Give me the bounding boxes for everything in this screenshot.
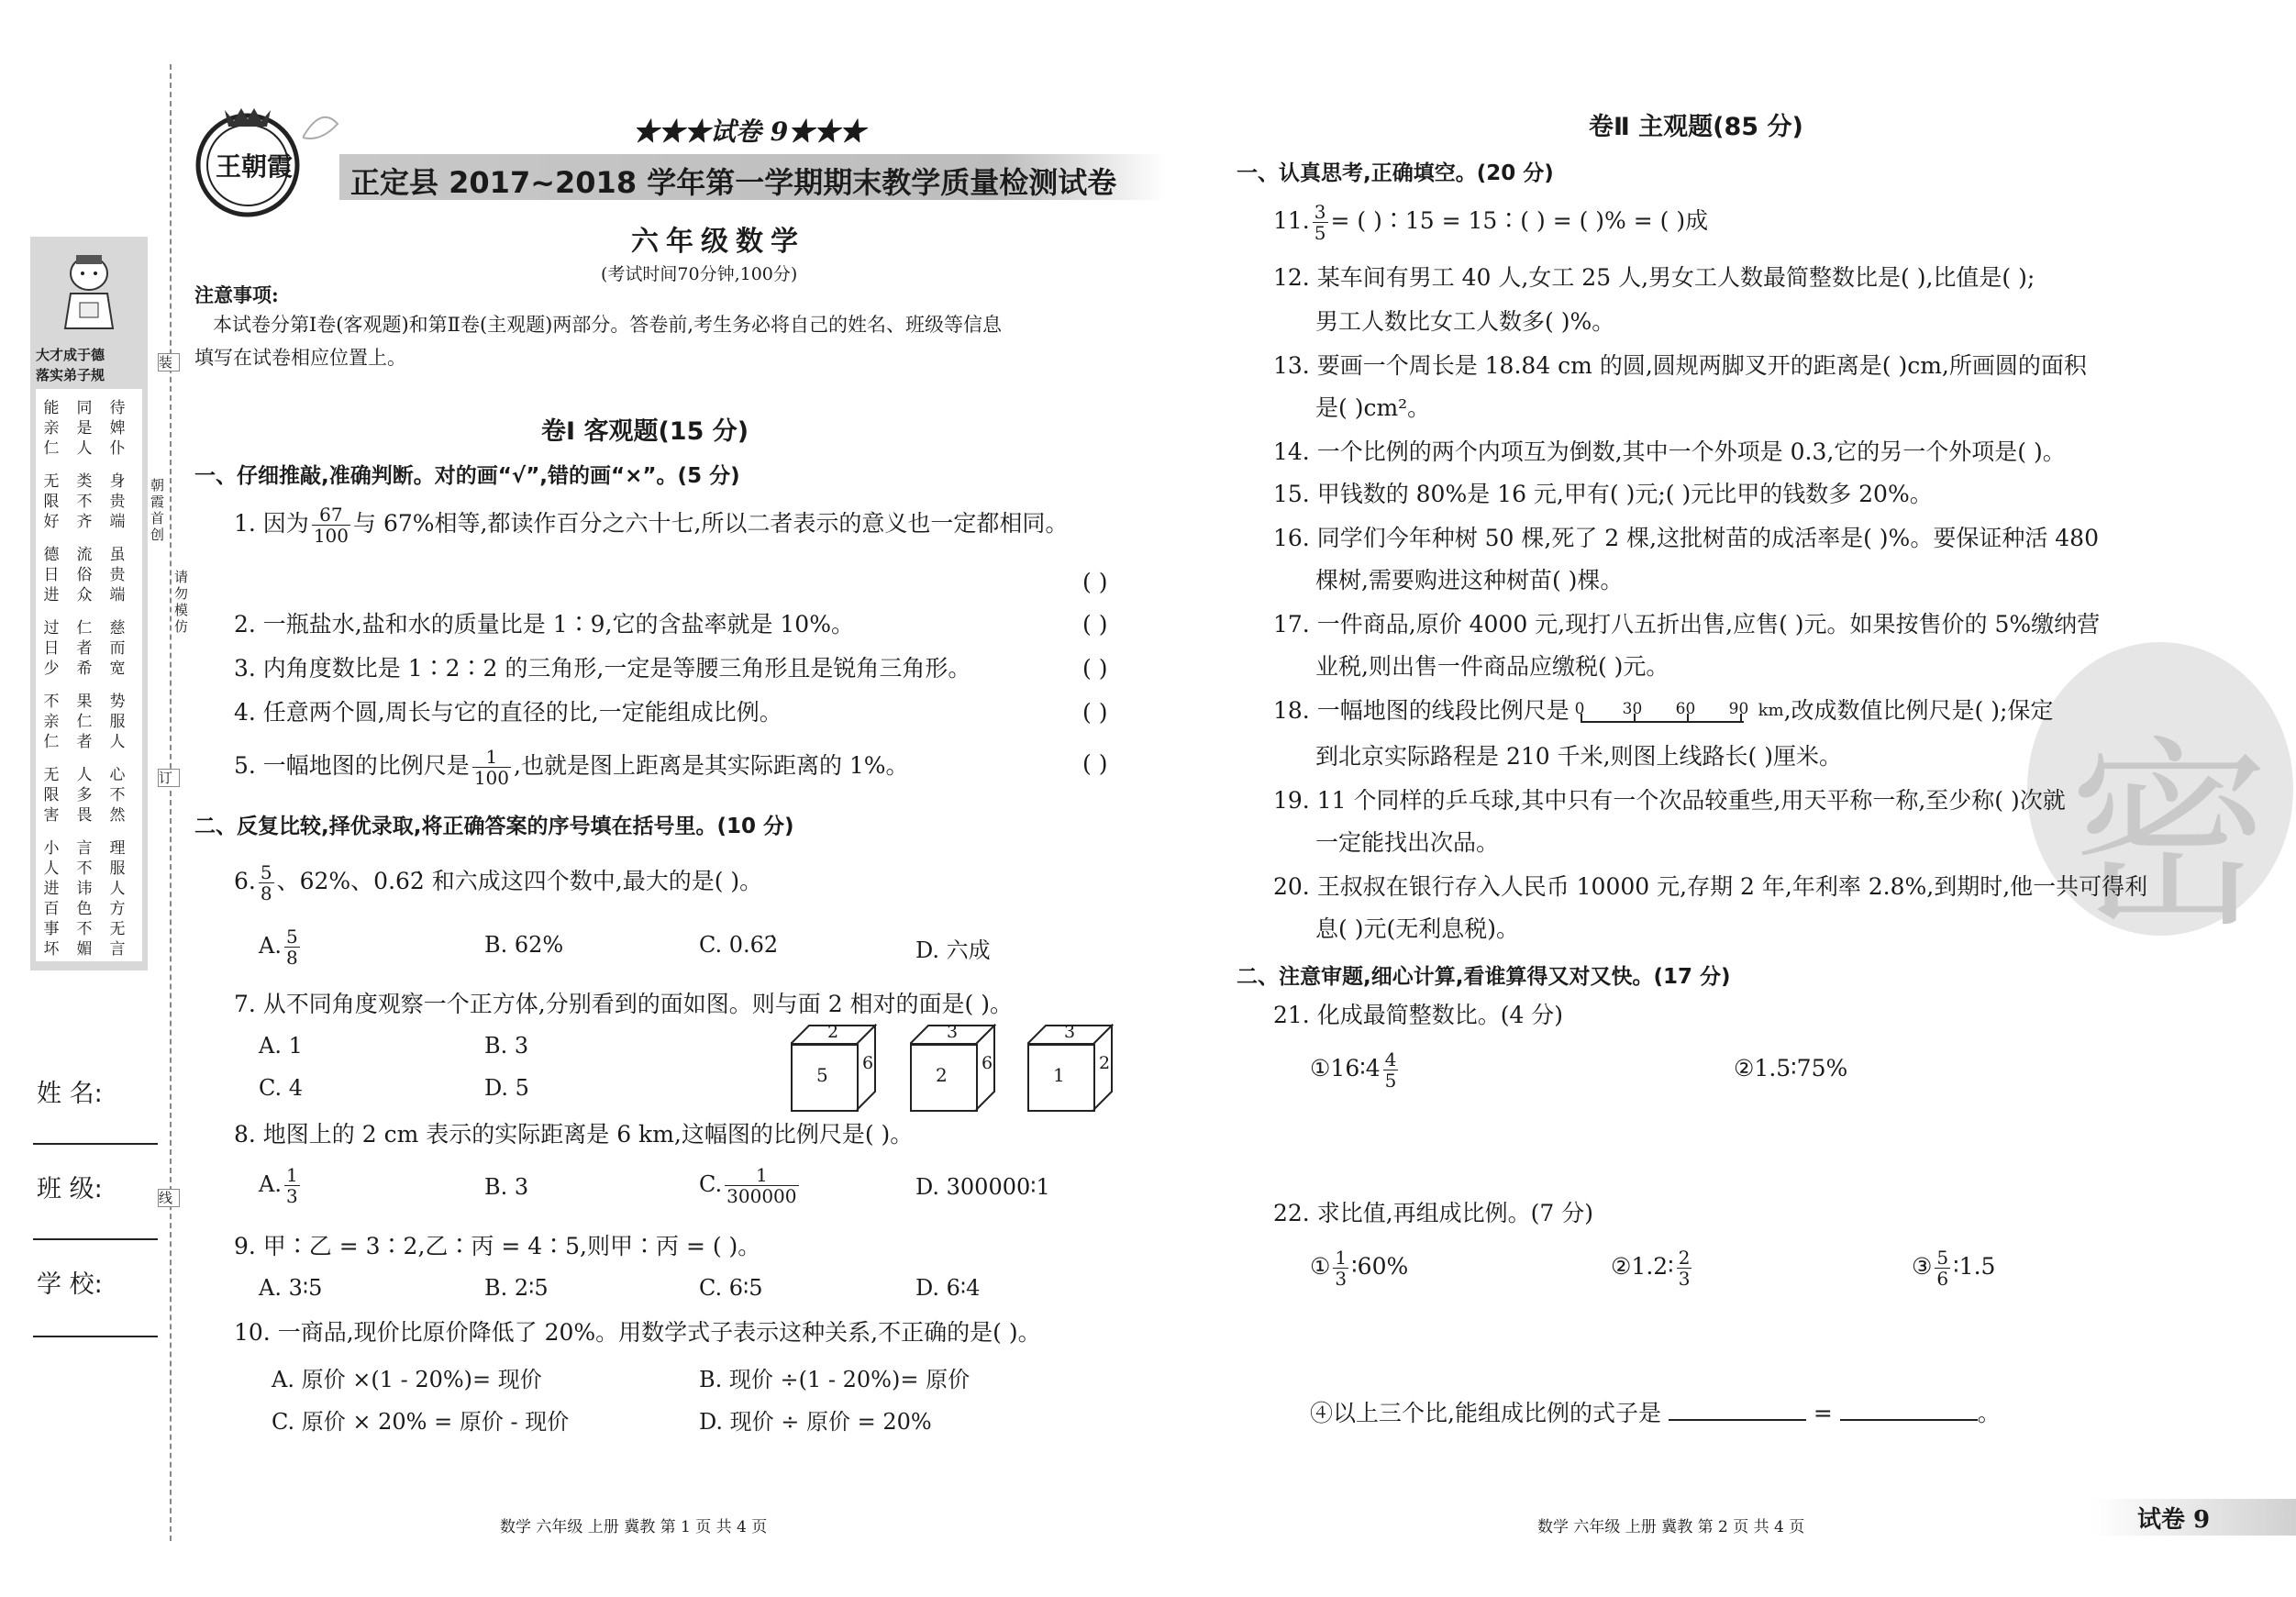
notice-line: 填写在试卷相应位置上。: [194, 347, 406, 369]
motto-line: 小人进: [43, 839, 60, 898]
motto-line: 类不齐: [76, 472, 93, 531]
question-18: 18. 一幅地图的线段比例尺是 0 30 60 90 $^{km}$,改成数值比例尺是( );保定: [1273, 695, 2053, 726]
question-22-item: ③ $\frac{5}{6}$ ∶1.5: [1912, 1247, 1996, 1290]
part2-title: 卷Ⅱ 主观题(85 分): [1589, 113, 1803, 141]
motto-line: 虽贵端: [109, 546, 126, 604]
option-a: A. 1: [259, 1033, 303, 1059]
exam-info: (考试时间70分钟,100分): [601, 264, 798, 284]
question-19: 19. 11 个同样的乒乓球,其中只有一个次品较重些,用天平称一称,至少称( )次就: [1273, 787, 2066, 814]
question-17: 17. 一件商品,原价 4000 元,现打八五折出售,应售( )元。如果按售价的 5%缴纳营: [1273, 611, 2101, 638]
question-17-cont: 业税,则出售一件商品应缴税( )元。: [1315, 653, 1669, 680]
question-18-cont: 到北京实际路程是 210 千米,则图上线路长( )厘米。: [1315, 743, 1843, 770]
name-label: 姓 名:: [37, 1080, 103, 1108]
motto-line: 过日少: [43, 619, 60, 678]
option-a: A. $\frac{5}{8}$: [259, 926, 298, 969]
question-22-item: ① $\frac{1}{3}$ ∶60%: [1310, 1247, 1409, 1290]
question-10: 10. 一商品,现价比原价降低了 20%。用数学式子表示这种关系,不正确的是( )。: [234, 1319, 1041, 1346]
motto-top: 大才成于德: [36, 347, 105, 363]
page-footer: 数学 六年级 上册 冀教 第 2 页 共 4 页: [1537, 1518, 1805, 1536]
class-field[interactable]: [33, 1238, 158, 1240]
question-20-cont: 息( )元(无利息税)。: [1315, 915, 1519, 942]
option-d: D. 5: [484, 1075, 529, 1101]
motto-line: 身贵端: [109, 472, 126, 531]
answer-blank[interactable]: [1669, 1419, 1806, 1421]
name-field[interactable]: [33, 1143, 158, 1145]
question-13: 13. 要画一个周长是 18.84 cm 的圆,圆规两脚叉开的距离是( )cm,所画圆的面积: [1273, 352, 2087, 379]
question-21-item: ①16∶4 $\frac{4}{5}$: [1310, 1048, 1397, 1092]
option-a: A. 原价 ×(1 - 20%)= 现价: [272, 1367, 542, 1392]
motto-line: 能亲仁: [43, 399, 60, 458]
option-d: D. 现价 ÷ 原价 = 20%: [699, 1409, 932, 1435]
binding-mark: 线: [158, 1189, 180, 1207]
publisher-logo: [188, 101, 307, 220]
question-2: 2. 一瓶盐水,盐和水的质量比是 1∶9,它的含盐率就是 10%。: [234, 611, 854, 638]
cube-figure: 3 1 2: [1027, 1024, 1119, 1115]
option-a: A. $\frac{1}{3}$: [259, 1164, 298, 1207]
cube-figure: 3 2 6: [910, 1024, 1002, 1115]
motto-line: 无限好: [43, 472, 60, 531]
notice-title: 注意事项:: [194, 283, 279, 306]
question-22-item: ②1.2∶ $\frac{2}{3}$: [1611, 1247, 1691, 1290]
motto-line: 言不讳: [76, 839, 93, 898]
option-b: B. 3: [484, 1174, 529, 1200]
motto-line: 人多畏: [76, 766, 93, 825]
motto-line: 理服人: [109, 839, 126, 898]
option-b: B. 3: [484, 1033, 529, 1059]
answer-paren[interactable]: ( ): [1082, 699, 1108, 726]
cube-figure: 2 5 6: [791, 1024, 882, 1115]
question-15: 15. 甲钱数的 80%是 16 元,甲有( )元;( )元比甲的钱数多 20%。: [1273, 481, 1933, 507]
school-label: 学 校:: [37, 1270, 103, 1299]
question-5: 5. 一幅地图的比例尺是 $\frac{1}{100}$ ,也就是图上距离是其实际距离的 1%。: [234, 746, 909, 789]
option-d: D. 6∶4: [915, 1275, 981, 1301]
header-ribbon: [303, 105, 339, 170]
exam-title: 正定县 2017~2018 学年第一学期期末教学质量检测试卷: [350, 165, 1117, 200]
question-12-cont: 男工人数比女工人数多( )%。: [1315, 308, 1615, 335]
option-b: B. 62%: [484, 932, 564, 958]
motto-bottom: 落实弟子规: [36, 367, 105, 383]
subject-title: 六年级数学: [631, 226, 805, 258]
question-16: 16. 同学们今年种树 50 棵,死了 2 棵,这批树苗的成活率是( )%。要保证种活 480: [1273, 525, 2099, 551]
option-d: D. 六成: [915, 937, 991, 963]
question-14: 14. 一个比例的两个内项互为倒数,其中一个外项是 0.3,它的另一个外项是( )。: [1273, 438, 2066, 465]
binding-note: 朝霞首创: [150, 477, 165, 543]
binding-mark: 装: [158, 353, 180, 372]
question-13-cont: 是( )cm²。: [1315, 394, 1431, 421]
question-7: 7. 从不同角度观察一个正方体,分别看到的面如图。则与面 2 相对的面是( )。: [234, 991, 1014, 1017]
answer-blank[interactable]: [1840, 1419, 1978, 1421]
binding-mark: 订: [158, 769, 180, 787]
answer-paren[interactable]: ( ): [1082, 750, 1108, 777]
question-16-cont: 棵树,需要购进这种树苗( )棵。: [1315, 567, 1624, 593]
logo-text: 王朝霞: [216, 151, 294, 182]
question-9: 9. 甲∶乙 = 3∶2,乙∶丙 = 4∶5,则甲∶丙 = ( )。: [234, 1233, 761, 1259]
school-field[interactable]: [33, 1336, 158, 1337]
motto-line: 势服人: [109, 693, 126, 751]
option-c: C. 6∶5: [699, 1275, 763, 1301]
question-22-item: ④以上三个比,能组成比例的式子是 = 。: [1310, 1400, 2001, 1426]
motto-line: 果仁者: [76, 693, 93, 751]
section-title: 二、注意审题,细心计算,看谁算得又对又快。(17 分): [1237, 965, 1731, 989]
series-label: ★★★试卷 9★★★: [633, 116, 866, 147]
scholar-figure: [58, 250, 120, 332]
question-21: 21. 化成最简整数比。(4 分): [1273, 1002, 1564, 1028]
option-b: B. 现价 ÷(1 - 20%)= 原价: [699, 1367, 971, 1392]
binding-line: [170, 64, 172, 1541]
part1-title: 卷Ⅰ 客观题(15 分): [541, 417, 749, 446]
section-title: 一、仔细推敲,准确判断。对的画“√”,错的画“×”。(5 分): [194, 464, 740, 488]
option-c: C. 4: [259, 1075, 304, 1101]
question-3: 3. 内角度数比是 1∶2∶2 的三角形,一定是等腰三角形且是锐角三角形。: [234, 655, 971, 682]
question-21-item: ②1.5∶75%: [1734, 1055, 1848, 1081]
option-c: C. $\frac{1}{300000}$: [699, 1164, 797, 1207]
motto-line: 流俗众: [76, 546, 93, 604]
motto-line: 同是人: [76, 399, 93, 458]
motto-line: 待婢仆: [109, 399, 126, 458]
option-c: C. 0.62̇: [699, 932, 779, 958]
question-8: 8. 地图上的 2 cm 表示的实际距离是 6 km,这幅图的比例尺是( )。: [234, 1121, 914, 1148]
motto-line: 慈而宽: [109, 619, 126, 678]
motto-panel: [30, 237, 148, 970]
motto-line: 心不然: [109, 766, 126, 825]
motto-line: 德日进: [43, 546, 60, 604]
motto-line: 百事坏: [43, 900, 60, 959]
option-a: A. 3∶5: [259, 1275, 323, 1301]
section-title: 二、反复比较,择优录取,将正确答案的序号填在括号里。(10 分): [194, 815, 794, 838]
motto-line: 无限害: [43, 766, 60, 825]
question-1: 1. 因为 $\frac{67}{100}$ 与 67%相等,都读作百分之六十七,所以二者表示的意义也一定都相同。: [234, 504, 1069, 547]
binding-note: 请勿模仿: [174, 569, 189, 635]
question-4: 4. 任意两个圆,周长与它的直径的比,一定能组成比例。: [234, 699, 782, 726]
motto-grid: [36, 389, 142, 961]
class-label: 班 级:: [37, 1175, 103, 1203]
page-footer: 数学 六年级 上册 冀教 第 1 页 共 4 页: [500, 1518, 768, 1536]
scale-bar: 0 30 60 90: [1577, 699, 1751, 726]
question-6: 6. $\frac{5}{8}$ 、62%、0.62̇ 和六成这四个数中,最大的是( )。: [234, 861, 763, 904]
footer-badge-text: 试卷 9: [2137, 1506, 2211, 1534]
answer-paren[interactable]: ( ): [1082, 569, 1108, 595]
answer-paren[interactable]: ( ): [1082, 655, 1108, 682]
answer-paren[interactable]: ( ): [1082, 611, 1108, 638]
question-12: 12. 某车间有男工 40 人,女工 25 人,男女工人数最简整数比是( ),比值是( );: [1273, 264, 2035, 291]
option-d: D. 300000∶1: [915, 1174, 1050, 1200]
question-11: 11. $\frac{3}{5}$ = ( )∶15 = 15∶( ) = ( )% = ( )成: [1273, 201, 1709, 244]
option-c: C. 原价 × 20% = 原价 - 现价: [272, 1409, 570, 1435]
motto-line: 仁者希: [76, 619, 93, 678]
question-19-cont: 一定能找出次品。: [1315, 829, 1500, 856]
section-title: 一、认真思考,正确填空。(20 分): [1237, 161, 1554, 185]
motto-line: 色不媚: [76, 900, 93, 959]
notice-line: 本试卷分第Ⅰ卷(客观题)和第Ⅱ卷(主观题)两部分。答卷前,考生务必将自己的姓名、班级等信息: [213, 314, 1003, 336]
question-22: 22. 求比值,再组成比例。(7 分): [1273, 1200, 1594, 1226]
motto-line: 不亲仁: [43, 693, 60, 751]
motto-line: 方无言: [109, 900, 126, 959]
watermark-text: 密: [2069, 719, 2271, 954]
question-20: 20. 王叔叔在银行存入人民币 10000 元,存期 2 年,年利率 2.8%,到期时,他一共可得利: [1273, 873, 2148, 900]
option-b: B. 2∶5: [484, 1275, 549, 1301]
